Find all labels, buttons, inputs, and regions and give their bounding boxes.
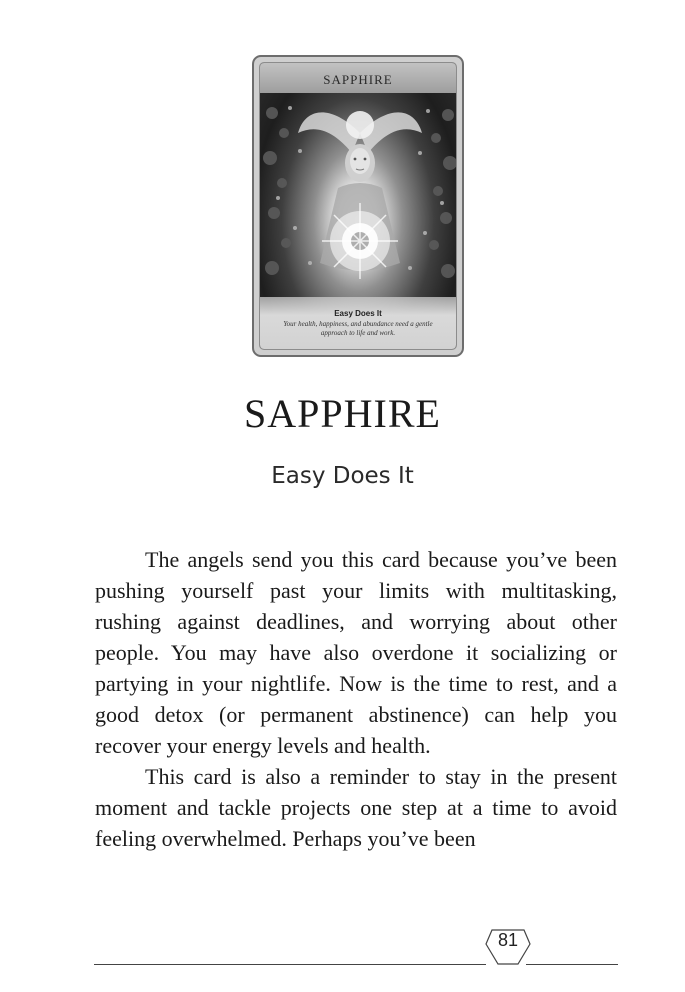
page-title: SAPPHIRE	[244, 391, 441, 436]
card-caption-text: Your health, happiness, and abundance need a gentle approach to life and work.	[283, 320, 433, 337]
footer-rule-left	[94, 964, 486, 965]
body-text	[95, 544, 617, 854]
page-subtitle: Easy Does It	[271, 463, 414, 489]
card-name-band	[260, 63, 456, 93]
card-artwork-frame	[259, 62, 457, 350]
body-paragraph: This card is also a reminder to stay in the present moment and tackle projects one step at a time to avoid feeling overwhelmed. Perhaps you’ve been	[95, 764, 617, 851]
card-caption-title: Easy Does It	[334, 309, 382, 318]
card-caption	[260, 297, 456, 349]
body-paragraph: The angels send you this card because you’ve been pushing yourself past your limits with multitasking, rushing against deadlines, and worrying about other people. You may have also overdone it socializing or partying in your nightlife. Now is the time to rest, and a good detox (or permanent abstinence) can help you recover your energy levels and health.	[95, 547, 617, 758]
card-name: SAPPHIRE	[323, 72, 393, 87]
footer-rule-right	[526, 964, 618, 965]
oracle-card-image	[252, 55, 464, 357]
page-number: 81	[497, 930, 519, 950]
